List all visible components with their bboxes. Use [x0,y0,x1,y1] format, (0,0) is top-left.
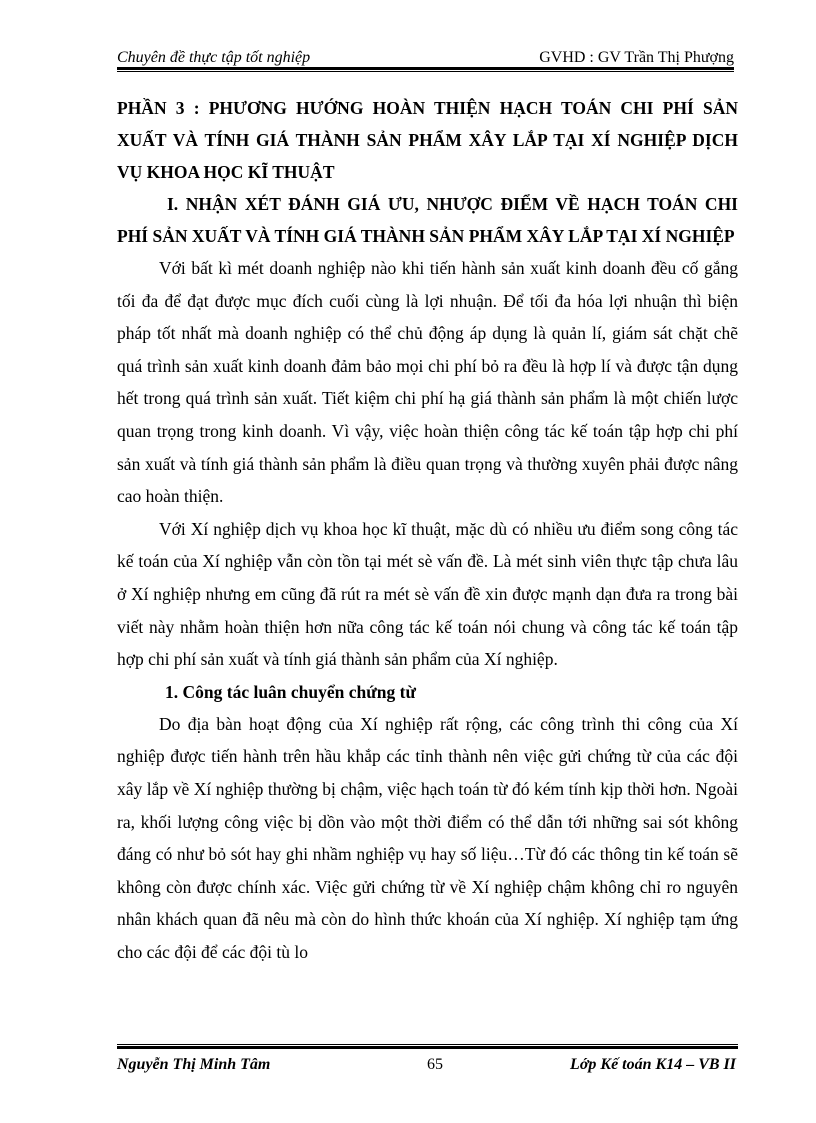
footer-author: Nguyễn Thị Minh Tâm [117,1056,271,1073]
page-header [117,46,734,72]
header-supervisor: GVHD : GV Trần Thị Phượng [539,49,734,66]
page-footer [117,1044,738,1074]
subsection-heading: 1. Công tác luân chuyển chứng từ [165,681,416,702]
header-divider [117,67,734,72]
section-title-text: I. NHẬN XÉT ĐÁNH GIÁ ƯU, NHƯỢC ĐIỂM VỀ HẠCH TOÁN CHI PHÍ SẢN XUẤT VÀ TÍNH GIÁ THÀNH SẢN PHẨM XÂY LẮP TẠI XÍ NGHIỆP [117,194,738,246]
page-body [117,92,738,968]
body-paragraph-1: Với bất kì mét doanh nghiệp nào khi tiến hành sản xuất kinh doanh đều cố gắng tối đa để đạt được mục đích cuối cùng là lợi nhuận. Để tối đa hóa lợi nhuận thì biện pháp tốt nhất mà doanh nghiệp có thể chủ động áp dụng là quản lí, giám sát chặt chẽ quá trình sản xuất kinh doanh đảm bảo mọi chi phí bỏ ra đều là hợp lí và được tận dụng hết trong quá trình sản xuất. Tiết kiệm chi phí hạ giá thành sản phẩm là một chiến lược quan trọng trong kinh doanh. Vì vậy, việc hoàn thiện công tác kế toán tập hợp chi phí sản xuất và tính giá thành sản phẩm là điều quan trọng và thường xuyên phải được nâng cao hoàn thiện. [117,258,738,507]
part-title: PHẦN 3 : PHƯƠNG HƯỚNG HOÀN THIỆN HẠCH TOÁN CHI PHÍ SẢN XUẤT VÀ TÍNH GIÁ THÀNH SẢN PHẨM XÂY LẮP TẠI XÍ NGHIỆP DỊCH VỤ KHOA HỌC KĨ THUẬT [117,98,738,182]
body-paragraph-2: Với Xí nghiệp dịch vụ khoa học kĩ thuật, mặc dù có nhiều ưu điểm song công tác kế toán của Xí nghiệp vẫn còn tồn tại mét sè vấn đề. Là mét sinh viên thực tập chưa lâu ở Xí nghiệp nhưng em cũng đã rút ra mét sè vấn đề xin được mạnh dạn đưa ra trong bài viết này nhằm hoàn thiện hơn nữa công tác kế toán nói chung và công tác kế toán tập hợp chi phí sản xuất và tính giá thành sản phẩm của Xí nghiệp. [117,518,738,670]
section-title [117,188,738,252]
header-document-type: Chuyên đề thực tập tốt nghiệp [117,49,311,66]
body-paragraph-3: Do địa bàn hoạt động của Xí nghiệp rất rộng, các công trình thi công của Xí nghiệp được tiến hành trên hầu khắp các tỉnh thành nên việc gửi chứng từ của các đội xây lắp về Xí nghiệp thường bị chậm, việc hạch toán từ đó kém tính kịp thời hơn. Ngoài ra, khối lượng công việc bị dồn vào một thời điểm có thể dẫn tới những sai sót không đáng có như bỏ sót hay ghi nhầm nghiệp vụ hay số liệu…Từ đó các thông tin kế toán sẽ không còn được chính xác. Việc gửi chứng từ về Xí nghiệp chậm không chỉ ro nguyên nhân khách quan đã nêu mà còn do hình thức khoán của Xí nghiệp. Xí nghiệp tạm ứng cho các đội để các đội tù lo [117,713,738,962]
footer-class: Lớp Kế toán K14 – VB II [570,1056,736,1073]
page-number: 65 [427,1056,443,1073]
footer-divider [117,1044,738,1049]
